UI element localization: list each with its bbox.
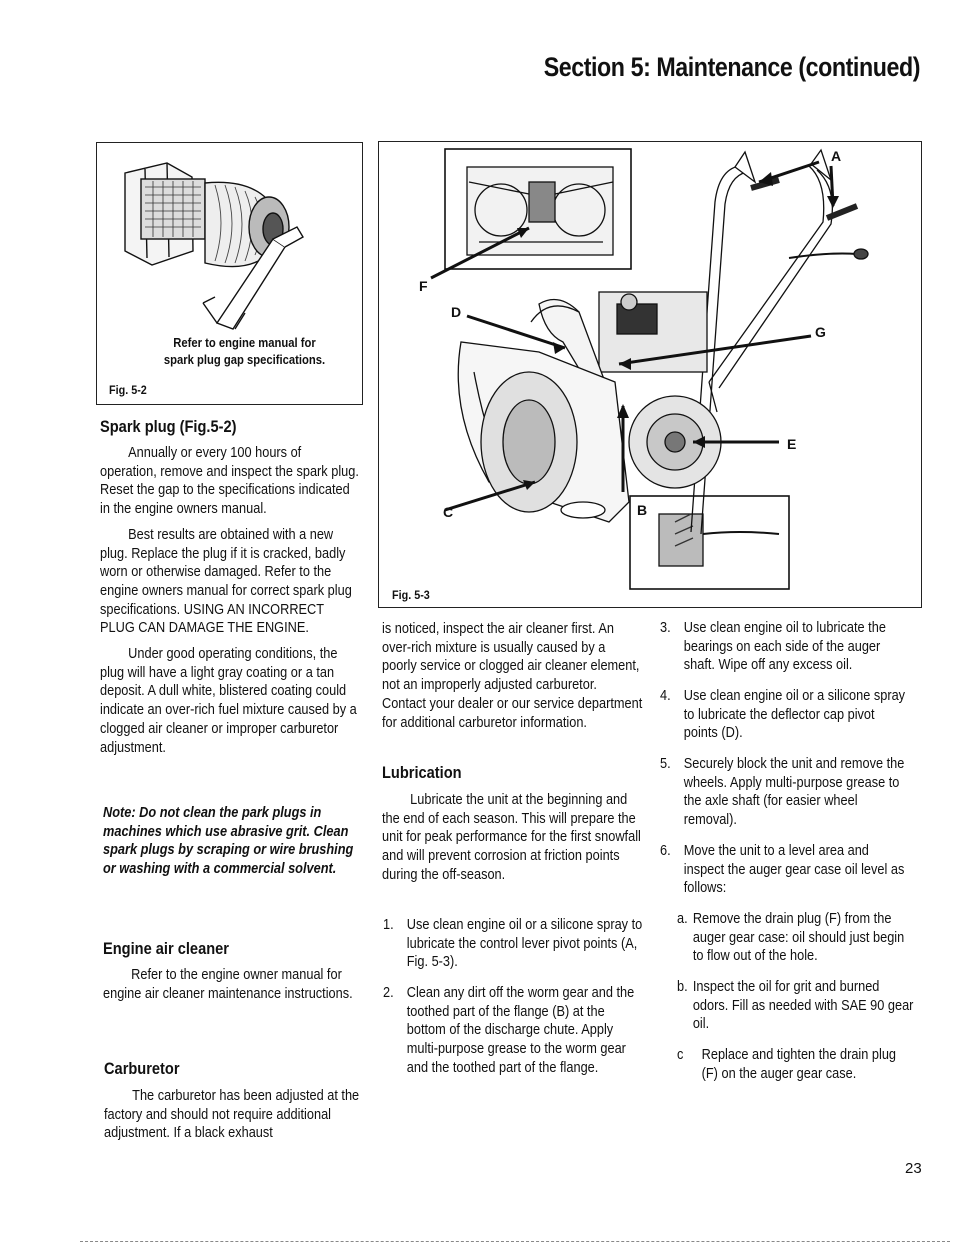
lubrication-step-6: 6. Move the unit to a level area and inspect the auger gear case oil level as follows: [660, 843, 905, 897]
spark-plug-text [100, 444, 360, 757]
air-cleaner-text [103, 966, 360, 1003]
lubrication-step-1: 1. Use clean engine oil or a silicone spray to lubricate the control lever pivot points (A, Fig. 5-3). [383, 917, 643, 971]
spark-plug-para-3: Under good operating conditions, the plug will have a light gray coating or a tan deposit. A dull white, blistered coating could indicate an over-rich fuel mixture caused by a clogged air cleaner or improper carburetor adjustment. [100, 646, 357, 756]
callout-f: F [419, 278, 428, 294]
lubrication-substep-c: c Replace and tighten the drain plug (F) on the auger gear case. [677, 1047, 897, 1082]
lubrication-step-4: 4. Use clean engine oil or a silicone spray to lubricate the deflector cap pivot points (D). [660, 688, 906, 742]
lubrication-step-2: 2. Clean any dirt off the worm gear and the toothed part of the flange (B) at the bottom of the discharge chute. Apply multi-purpose grease to the worm gear and the toothed part of the flange. [383, 985, 635, 1076]
carburetor-continued [382, 620, 642, 732]
spark-plug-illustration [97, 143, 361, 333]
fig-5-2-caption: Refer to engine manual for spark plug gap specifications. [163, 336, 326, 367]
carburetor-para: The carburetor has been adjusted at the factory and should not require additional adjustment. If a black exhaust [104, 1088, 360, 1142]
spark-plug-note: Note: Do not clean the park plugs in machines which use abrasive grit. Clean spark plugs by scraping or wire brushing or washing with a commercial solvent. [103, 805, 354, 878]
lubrication-intro-para: Lubricate the unit at the beginning and the end of each season. This will prepare the unit for peak performance for the first snowfall and will prevent corrosion at friction points during the off-season. [382, 792, 641, 883]
page-title: Section 5: Maintenance (continued) [543, 52, 920, 82]
figure-5-3 [378, 141, 922, 608]
callout-c: C [443, 504, 454, 520]
lubrication-substep-b: b. Inspect the oil for grit and burned odors. Fill as needed with SAE 90 gear oil. [677, 979, 914, 1033]
air-cleaner-heading: Engine air cleaner [103, 939, 229, 958]
callout-g: G [815, 324, 826, 340]
page-number: 23 [905, 1160, 922, 1177]
snow-thrower-illustration [379, 142, 920, 606]
spark-plug-para-1: Annually or every 100 hours of operation, remove and inspect the spark plug. Reset the gap to the specifications indicated in the engine owners manual. [100, 445, 359, 518]
figure-5-2 [96, 142, 363, 405]
fig-5-3-label: Fig. 5-3 [392, 588, 430, 602]
spark-plug-para-2: Best results are obtained with a new plug. Replace the plug if it is cracked, badly worn or otherwise damaged. Refer to the engine owners manual for correct spark plug specifications. USING AN INCORRECT PLUG CAN DAMAGE THE ENGINE. [100, 526, 352, 637]
spark-plug-heading: Spark plug (Fig.5-2) [100, 417, 237, 436]
lubrication-heading: Lubrication [382, 763, 462, 782]
callout-d: D [451, 304, 462, 320]
lubrication-step-3: 3. Use clean engine oil to lubricate the bearings on each side of the auger shaft. Wipe off any excess oil. [660, 620, 886, 674]
air-cleaner-para: Refer to the engine owner manual for engine air cleaner maintenance instructions. [103, 967, 353, 1002]
lubrication-substep-a: a. Remove the drain plug (F) from the auger gear case: oil should just begin to flow out of the hole. [677, 911, 905, 965]
bottom-rule [80, 1241, 950, 1243]
callout-b: B [637, 502, 648, 518]
callout-a: A [831, 148, 842, 164]
lubrication-step-5: 5. Securely block the unit and remove the wheels. Apply multi-purpose grease to the axle shaft (for easier wheel removal). [660, 756, 905, 829]
callout-e: E [787, 436, 797, 452]
carburetor-text [104, 1087, 361, 1143]
carburetor-heading: Carburetor [104, 1059, 180, 1078]
fig-5-2-label: Fig. 5-2 [109, 383, 147, 397]
carburetor-continued-para: is noticed, inspect the air cleaner first. An over-rich mixture is usually caused by a poorly service or clogged air cleaner element, not an improperly adjusted carburetor. Contact your dealer or our service department for additional carburetor information. [382, 621, 643, 731]
lubrication-intro [382, 791, 642, 885]
